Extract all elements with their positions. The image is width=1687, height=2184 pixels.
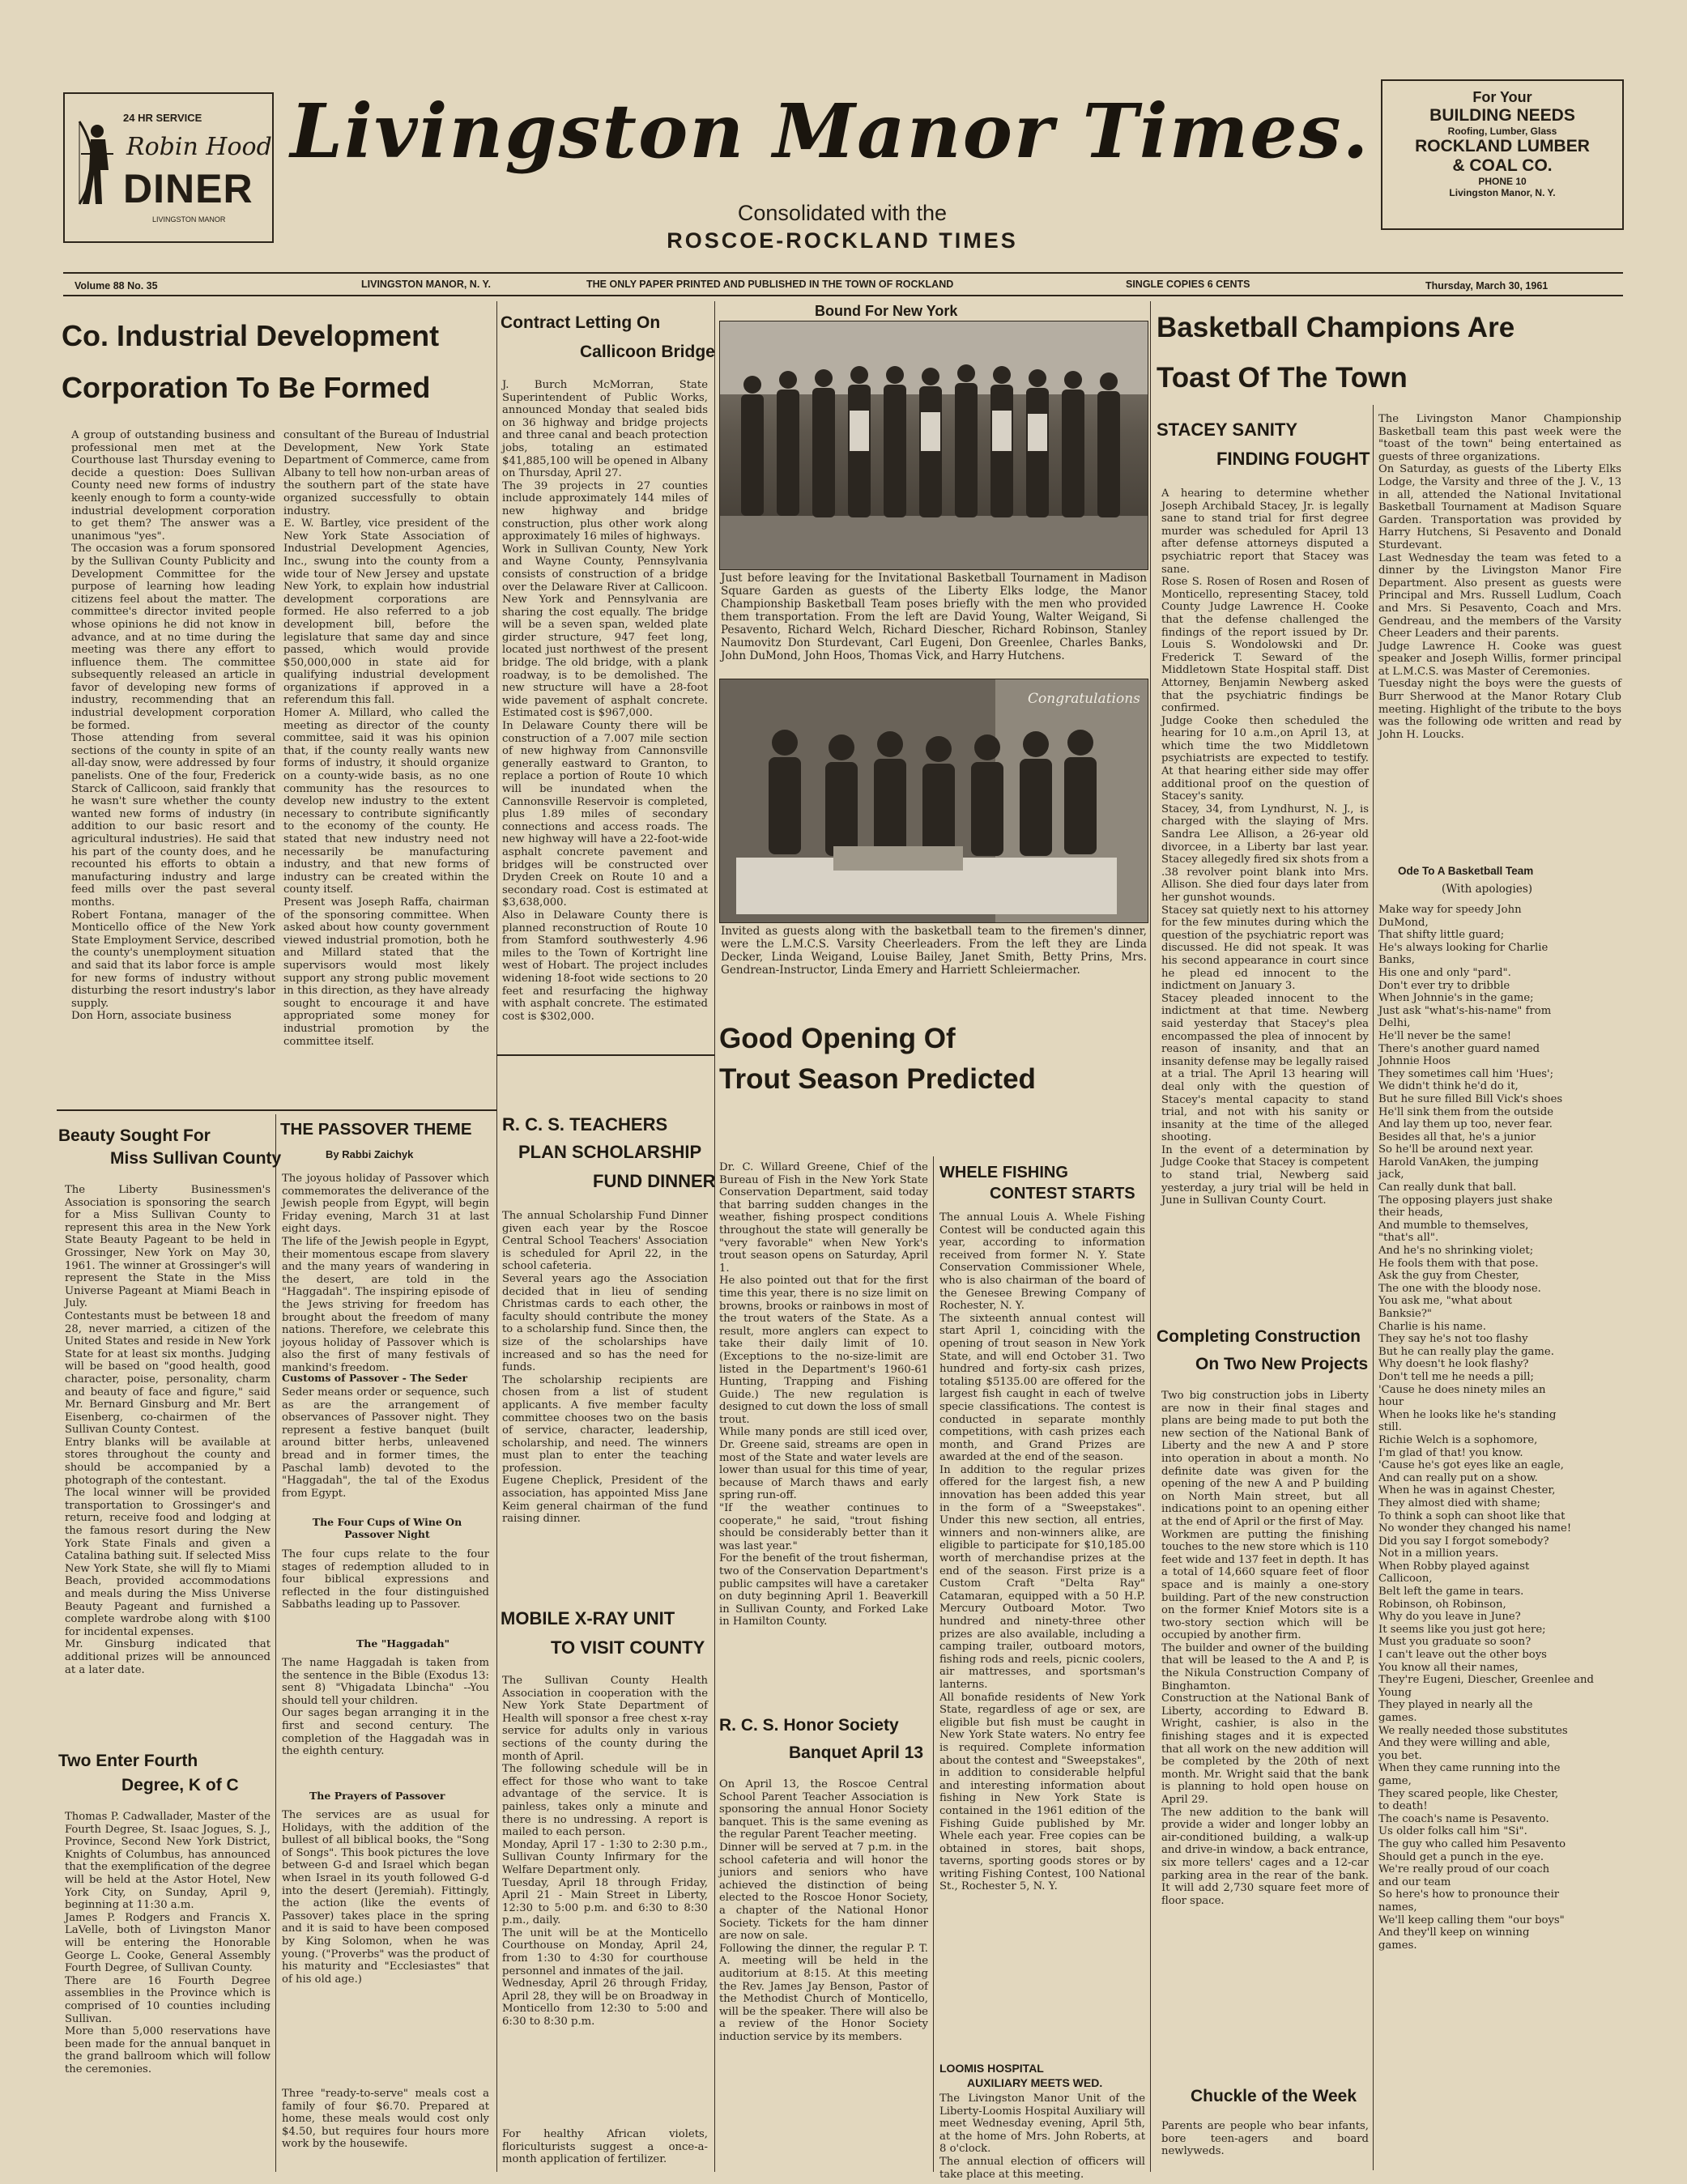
- whele-headline-2: CONTEST STARTS: [990, 1185, 1135, 1203]
- rule-lower-left: [57, 1109, 496, 1111]
- dateline-date: Thursday, March 30, 1961: [1425, 280, 1549, 292]
- rcs-teachers-body: The annual Scholarship Fund Dinner given each year by the Roscoe Central School Teachers' Association is scheduled for April 22, in the school cafeteria. Several years ago the Association decided that in lieu of sending Christmas cards to each other, the faculty should contribute the money to a scholarship fund. Since then, the size of the scholarships have increased and so has the need for funds. The scholarship recipients are chosen from a list of student applicants. A five member faculty committee chooses two on the basis of service, character, leadership, scholarship, and need. The winners must plan to enter the teaching profession. Eugene Cheplick, President of the association, has appointed Miss Jane Keim general chairman of the fund raising dinner.: [502, 1210, 708, 1526]
- passover-body-2: Seder means order or sequence, such as are the arrangement of observances of Passover night. They represent a festive banquet (built around bitter herbs, unleavened bread and in former times, the Paschal lamb) devoted to the "Haggadah", the tal of the Exodus from Egypt.: [282, 1386, 489, 1500]
- photo1-caption: Just before leaving for the Invitational Basketball Tournament in Madison Square Garden as guests of the Liberty Elks lodge, the Manor Championship Basketball Team poses briefly with the men who provided them transportation. From the left are David Young, Walter Weigand, Si Pesavento, Richard Welch, Richard Diescher, Richard Robinson, Stanley Naumovitz Don Sturdevant, Carl Eugeni, Don Greenlee, Charles Banks, John DuMond, John Hoos, Thomas Vick, and Harry Hutchens.: [721, 572, 1147, 662]
- beauty-headline-2: Miss Sullivan County: [110, 1149, 282, 1168]
- rcs-teachers-headline-1: R. C. S. TEACHERS: [502, 1114, 668, 1135]
- dateline-price: SINGLE COPIES 6 CENTS: [1126, 279, 1250, 290]
- trout-headline-1: Good Opening Of: [719, 1023, 956, 1054]
- dateline-rule-top: [63, 272, 1623, 274]
- column-rule-3: [1150, 301, 1151, 2172]
- ad-line-5: & COAL CO.: [1452, 156, 1553, 175]
- xray-headline-1: MOBILE X-RAY UNIT: [501, 1608, 675, 1628]
- masthead-title: Livingston Manor Times.: [290, 87, 1370, 175]
- passover-body-4: The name Haggadah is taken from the sentence in the Bible (Exodus 13: sent 8) "Vhigadata Lbincha" --You should tell your children. Our sages began arranging it in the first and second century. The completion of the Haggadah was in the eighth century.: [282, 1657, 489, 1758]
- ad-line-3: Roofing, Lumber, Glass: [1447, 126, 1557, 137]
- passover-sub-2: The Four Cups of Wine On Passover Night: [312, 1516, 462, 1540]
- loomis-body: The Livingston Manor Unit of the Liberty-Loomis Hospital Auxiliary will meet Wednesday evening, April 5th, at the home of Mrs. John Roberts, at 8 o'clock. The annual election of officers will take place at this meeting.: [939, 2092, 1145, 2181]
- ad-service-text: 24 HR SERVICE: [123, 112, 202, 124]
- kofc-headline-1: Two Enter Fourth: [58, 1752, 198, 1770]
- chuckle-headline: Chuckle of the Week: [1191, 2087, 1357, 2105]
- ad-line-4: ROCKLAND LUMBER: [1415, 137, 1590, 155]
- rockland-lumber-ad: [1381, 79, 1624, 230]
- cheerleaders-photo-figures: [720, 679, 1148, 922]
- kofc-body: Thomas P. Cadwallader, Master of the Fourth Degree, St. Isaac Jogues, S. J., Province, Second New York District, Knights of Columbus, has announced that the exemplification of the degree will be held at the Astor Hotel, New York City, on Sunday, April 9, beginning at 11:30 a.m. James P. Rodgers and Francis X. LaVelle, both of Livingston Manor will be entering the Honorable George L. Cooke, General Assembly Fourth Degree, of Sullivan County. There are 16 Fourth Degree assemblies in the Province which is comprised of 10 counties including Sullivan. More than 5,000 reservations have been made for the annual banquet in the grand ballroom which will follow the ceremonies.: [65, 1811, 271, 2075]
- ad-line-7: Livingston Manor, N. Y.: [1449, 187, 1556, 198]
- ad-robin-hood-text: Robin Hood: [126, 133, 272, 161]
- construction-headline-2: On Two New Projects: [1195, 1355, 1369, 1373]
- dateline-motto: THE ONLY PAPER PRINTED AND PUBLISHED IN THE TOWN OF ROCKLAND: [586, 279, 954, 290]
- rcs-teachers-headline-3: FUND DINNER: [593, 1171, 716, 1191]
- column-rule-1: [496, 301, 497, 2172]
- ode-subtitle: (With apologies): [1442, 883, 1533, 896]
- stacey-body: A hearing to determine whether Joseph Archibald Stacey, Jr. is legally sane to stand trial for first degree murder was scheduled for April 13 after defense attorneys disputed a psychiatric report that Stacey was sane. Rose S. Rosen of Rosen and Rosen of Monticello, representing Stacey, told County Judge Lawrence H. Cooke that the defense challenged the findings of the report issued by Dr. Louis S. Wondolowski and Dr. Frederick T. Seward of the Middletown State Hospital staff. Dist Attorney, Benjamin Newberg asked that the psychiatric findings be confirmed. Judge Cooke then scheduled the hearing for 10 a.m.,on April 13, at which time the two Middletown psychiatrists are expected to testify. At that hearing either side may offer additional proof on the question of Stacey's sanity. Stacey, 34, from Lyndhurst, N. J., is charged with the slaying of Mrs. Sandra Lee Allison, a 26-year old divorcee, in a Liberty bar last year. Stacey allegedly fired six shots from a .38 revolver point blank into Mrs. Allison. She died four days later from her gunshot wounds. Stacey sat quietly next to his attorney for the few minutes during which the question of the psychiatric report was discussed. He did not speak. It was his second appearance in court since he plead ed innocent to the indictment on January 3. Stacey pleaded innocent to the indictment at that time. Newberg said yesterday that Stacey's plea encompassed the plea of innocent by reason of insanity, and that an insanity defense may be legally raised at a trial. The April 13 hearing will deal only with the question of Stacey's mental capacity to stand trial, and not with his sanity or insanity at the time of the alleged shooting. In the event of a determination by Judge Cooke that Stacey is competent to stand trial, Newberg said yesterday, a jury trial will be held in June in Sullivan County Court.: [1161, 487, 1369, 1207]
- chuckle-body: Parents are people who bear infants, bore teen-agers and board newlyweds.: [1161, 2120, 1369, 2158]
- honor-body: On April 13, the Roscoe Central School Parent Teacher Association is sponsoring the annual Honor Society banquet. This is the same evening as the regular Parent Teacher meeting. Dinner will be served at 7 p.m. in the school cafeteria and will honor the juniors and seniors who have achieved the distinction of being elected to the Roscoe Honor Society, a chapter of the National Honor Society. Tickets for the ham dinner are now on sale. Following the dinner, the regular P. T. A. meeting will be held in the auditorium at 8:15. At this meeting the Rev. James Jay Benson, Pastor of the Methodist Church of Monticello, will be the speaker. There will also be a review of the Honor Society induction service by its members.: [719, 1778, 928, 2043]
- trout-headline-2: Trout Season Predicted: [719, 1063, 1036, 1095]
- roscoe-rockland-line: ROSCOE-ROCKLAND TIMES: [667, 228, 1018, 253]
- dateline-volume: Volume 88 No. 35: [75, 280, 158, 292]
- passover-footer-note: Three "ready-to-serve" meals cost a family of four $6.70. Prepared at home, these meals would cost only $4.50, but requires four hours more work by the housewife.: [282, 2088, 489, 2151]
- consolidated-line: Consolidated with the: [737, 201, 948, 225]
- dateline-town: LIVINGSTON MANOR, N. Y.: [361, 279, 491, 290]
- industrial-body-col1: A group of outstanding business and professional men met at the Courthouse last Thursday evening to decide a question: Does Sullivan County need new forms of industry keenly enough to form a county-wide industrial development corporation to get them? The answer was a unanimous "yes". The occasion was a forum sponsored by the Sullivan County Publicity and Development Committee for the purpose of learning how leading citizens feel about the matter. The committee's director invited people whose opinions he did not know in advance, and at no time during the meeting was there any effort to influence them. The committee subsequently released an article in favor of developing new forms of industry, recommending that an industrial development corporation be formed. Those attending from several sections of the county in spite of an all-day snow, were addressed by four panelists. One of the four, Frederick Starck of Callicoon, said frankly that he wasn't sure whether the county wanted new forms of industry (in addition to our basic resort and agricultural industries). He said that his part of the county does, and he recounted his efforts to obtain a manufacturing industry and large feed mills over the past several months. Robert Fontana, manager of the Monticello office of the New York State Employment Service, described the county's unemployment situation and said that its labor force is ample for new forms of industry without disturbing the resort industry's labor supply. Don Horn, associate business: [71, 429, 275, 1023]
- column-rule-2: [714, 301, 715, 2172]
- beauty-body: The Liberty Businessmen's Association is sponsoring the search for a Miss Sullivan County to represent this area in the New York State Beauty Pageant to be held in Grossinger, New York on May 30, 1961. The winner at Grossinger's will represent the State in the Miss Universe Pageant at Miami Beach in July. Contestants must be between 18 and 28, never married, a citizen of the United States and reside in New York State for at least six months. Judging will be based on "good health, good character, poise, personality, charm and beauty of face and figure," said Mr. Bernard Ginsburg and Mr. Bert Eisenberg, co-chairmen of the Sullivan County Contest. Entry blanks will be available at stores throughout the county and should be accompanied by a photograph of the contestant. The local winner will be provided transportation to Grossinger's and return, receive food and lodging at the famous resort during the New York State Finals and given a Catalina bathing suit. If selected Miss New York State, she will fly to Miami Beach, provided accommodations and meals during the Miss Universe Beauty Pageant and furnished a complete wardrobe along with $100 for incidental expenses. Mr. Ginsburg indicated that additional prizes will be announced at a later date.: [65, 1184, 271, 1676]
- dateline-rule-bottom: [63, 295, 1623, 296]
- stacey-headline-1: STACEY SANITY: [1157, 419, 1297, 440]
- industrial-body-col2: consultant of the Bureau of Industrial Development, New York State Department of Commerce, came from Albany to tell how non-urban areas of the southern part of the state have organized successfully to obtain industry. E. W. Bartley, vice president of the New York State Association of Industrial Development Agencies, Inc., swung into the county from a wide tour of New Jersey and upstate New York, to explain how industrial development corporations are formed. He also referred to a job development bill, before the legislature that same day and since passed, which would provide $50,000,000 in state aid for qualifying industrial development organizations if approved in a referendum this fall. Homer A. Millard, who called the meeting as director of the county committee, said it was his opinion that, if the county really wants new forms of industry, it should organize on a county-wide basis, as no one community has the resources to develop new industry to the extent necessary to contribute significantly to the economy of the county. He stated that new industry need not necessarily be manufacturing industry, and that new forms of industry can be created within the county itself. Present was Joseph Raffa, chairman of the sponsoring committee. When asked about how county government viewed industrial promotion, both he and Millard stated that the supervisors would most likely support any strong public movement in this direction, as they have already sought to encourage it and have appropriated some money for industrial promotion by the committee itself.: [283, 429, 489, 1048]
- passover-byline: By Rabbi Zaichyk: [326, 1148, 414, 1160]
- xray-footer-note: For healthy African violets, floriculturists suggest a once-a-month application of fertilizer.: [502, 2128, 708, 2166]
- ad-line-2: BUILDING NEEDS: [1429, 106, 1575, 125]
- basketball-headline-1: Basketball Champions Are: [1157, 312, 1515, 343]
- column-rule-4: [1373, 405, 1374, 2170]
- column-rule-passover: [275, 1114, 276, 2172]
- construction-body: Two big construction jobs in Liberty are now in their final stages and plans are being made to put both the new section of the National Bank of Liberty and the new A and P store into operation in about a month. No definite date was given for the opening of the new A and P building on North Main street, but all indications point to an opening either at the end of April or the first of May. Workmen are putting the finishing touches to the new store which is 110 feet wide and 137 feet in depth. It has a total of 14,660 square feet of floor space and is mainly a one-story building. Part of the new construction on the former Knief Motors site is a two-story section which will be occupied by another firm. The builder and owner of the building that will be leased to the A and P, is the Nikula Construction Company of Binghamton. Construction at the National Bank of Liberty, according to Edward B. Wright, cashier, is also in the finishing stages and it is expected that all work on the new addition will be completed by the 20th of next month. Mr. Wright said that the bank is planning to hold open house on April 29. The new addition to the bank will provide a wider and longer lobby an air-conditioned building, a walk-up and drive-in window, a back entrance, six more tellers' cages and a 12-car parking area in the rear of the bank. It will add 2,730 square feet more of floor space.: [1161, 1390, 1369, 1907]
- honor-headline-2: Banquet April 13: [789, 1743, 924, 1762]
- ode-title: Ode To A Basketball Team: [1398, 865, 1534, 877]
- passover-headline: THE PASSOVER THEME: [280, 1120, 472, 1139]
- team-photo-figures: [720, 321, 1148, 569]
- cheerleaders-photo: [719, 679, 1148, 923]
- robin-hood-archer-icon: [73, 113, 118, 211]
- rcs-teachers-headline-2: PLAN SCHOLARSHIP: [518, 1142, 702, 1162]
- photo2-caption: Invited as guests along with the basketball team to the firemen's dinner, were the L.M.C.S. Varsity Cheerleaders. From the left they are Linda Decker, Linda Weigand, Louise Bailey, Janet Smith, Betty Prins, Mrs. Gendrean-Instructor, Linda Emery and Harriett Schleiermacher.: [721, 925, 1147, 977]
- passover-body-1: The joyous holiday of Passover which commemorates the deliverance of the Jewish people from Egypt, will begin Friday evening, March 31 at last eight days. The life of the Jewish people in Egypt, their momentous escape from slavery and the many years of wandering in the desert, are told in the "Haggadah". The inspiring episode of the Jews striving for freedom has brought about the freedom of many nations. Therefore, we celebrate this joyous holiday of Passover which is also the first of many festivals of mankind's freedom.: [282, 1173, 489, 1374]
- xray-body: The Sullivan County Health Association in cooperation with the New York State Department of Health will sponsor a free chest x-ray service for adults only in various sections of the county during the month of April. The following schedule will be in effect for those who want to take advantage of the service. It is painless, takes only a minute and there is no undressing. A report is mailed to each person. Monday, April 17 - 1:30 to 2:30 p.m., Sullivan County Infirmary for the Welfare Department only. Tuesday, April 18 through Friday, April 21 - Main Street in Liberty, 12:30 to 5:00 p.m. and 6:30 to 8:30 p.m., daily. The unit will be at the Monticello Courthouse on Monday, April 24, from 1:30 to 4:30 for courthouse personnel and inmates of the jail. Wednesday, April 26 through Friday, April 28, they will be on Broadway in Monticello from 12:30 to 5:00 and 6:30 to 8:30 p.m.: [502, 1675, 708, 2029]
- contract-headline-1: Contract Letting On: [501, 313, 661, 332]
- basketball-headline-2: Toast Of The Town: [1157, 362, 1408, 394]
- passover-sub-3: The "Haggadah": [356, 1637, 450, 1650]
- passover-body-3: The four cups relate to the four stages of redemption alluded to in four biblical expressions and reflected in the four distinguished Sabbaths leading up to Passover.: [282, 1548, 489, 1611]
- industrial-headline-2: Corporation To Be Formed: [62, 371, 431, 404]
- ad-line-1: For Your: [1472, 89, 1532, 105]
- ad-diner-text: DINER: [123, 166, 253, 211]
- kofc-headline-2: Degree, K of C: [121, 1776, 239, 1794]
- passover-body-5: The services are as usual for Holidays, with the addition of the bullest of all biblical books, the "Song of Songs". This book pictures the love between G-d and Israel which began when Israel in its youth followed G-d into the desert (Jeremiah). Fittingly, the action (like the events of Passover) takes place in the spring and it is said to have been composed by King Solomon, when he was young. ("Proverbs" was the product of his maturity and "Ecclesiastes" that of his old age.): [282, 1809, 489, 1986]
- basketball-body: The Livingston Manor Championship Basketball team this past week were the "toast of the town" being entertained as guests of three organizations. On Saturday, as guests of the Liberty Elks Lodge, the Varsity and three of the J. V., 13 in all, attended the National Invitational Basketball Tournament at Madison Square Garden. Transportation was provided by Harry Hutchens, Si Pesavento and Donald Sturdevant. Last Wednesday the team was feted to a dinner by the Livingston Manor Fire Department. Also present as guests were Principal and Mrs. Russell Ludlum, Coach and Mrs. Si Pesavento, Coach and Mrs. Gendreau, and the members of the Varsity Cheer Leaders and their parents. Judge Lawrence H. Cooke was guest speaker and Joseph Willis, former principal at L.M.C.S. was Master of Ceremonies. Tuesday night the boys were the guests of Burr Sherwood at the Manor Rotary Club meeting. Highlight of the tribute to the boys was the following ode written and read by John H. Loucks.: [1378, 413, 1621, 741]
- passover-sub-4: The Prayers of Passover: [309, 1790, 445, 1802]
- ad-line-6: PHONE 10: [1478, 176, 1527, 187]
- honor-headline-1: R. C. S. Honor Society: [719, 1716, 899, 1735]
- xray-headline-2: TO VISIT COUNTY: [551, 1637, 705, 1658]
- construction-headline-1: Completing Construction: [1157, 1327, 1361, 1346]
- photo1-title: Bound For New York: [815, 303, 958, 319]
- photo2-banner: Congratulations: [1028, 691, 1140, 707]
- passover-sub-1: Customs of Passover - The Seder: [282, 1372, 468, 1384]
- stacey-headline-2: FINDING FOUGHT: [1216, 449, 1370, 469]
- ad-place-text: LIVINGSTON MANOR: [152, 215, 226, 224]
- whele-headline-1: WHELE FISHING: [939, 1164, 1068, 1181]
- column-rule-trout: [933, 1156, 934, 2172]
- trout-body: Dr. C. Willard Greene, Chief of the Bureau of Fish in the New York State Conservation Department, said today that barring sudden changes in the weather, fishing prospect conditions throughout the state will generally be "very favorable" when New York's trout season opens on Saturday, April 1. He also pointed out that for the first time this year, there is no size limit on browns, brooks or rainbows in most of the trout waters of the State. As a result, more anglers can expect to take their daily limit of 10. (Exceptions to the no-size-limit are listed in the Department's 1960-61 Hunting, Trapping and Fishing Guide.) The new regulation is designed to cut down the loss of small trout. While many ponds are still iced over, Dr. Greene said, streams are open in most of the State and water levels are lower than usual for this time of year, because of March thaws and early spring run-off. "If the weather continues to cooperate," he said, "trout fishing should be considerably better than it was last year." For the benefit of the trout fisherman, two of the Conservation Department's public campsites will have a caretaker on duty beginning April 1. Beaverkill in Sullivan County, and Forked Lake in Hamilton County.: [719, 1161, 928, 1628]
- team-photo: [719, 321, 1148, 570]
- loomis-headline-1: LOOMIS HOSPITAL: [939, 2062, 1044, 2075]
- contract-body: J. Burch McMorran, State Superintendent of Public Works, announced Monday that sealed bids on 36 highway and bridge projects and three canal and beach protection jobs, totaling an estimated $41,885,100 will be opened in Albany on Thursday, April 27. The 39 projects in 27 counties include approximately 144 miles of new highway and bridge construction, plus other work along approximately 16 miles of highways. Work in Sullivan County, New York and Wayne County, Pennsylvania consists of construction of a bridge over the Delaware River at Callicoon. New York and Pennsylvania are sharing the cost equally. The bridge will be a seven span, welded plate girder structure, 947 feet long, located just northwest of the present bridge. The old bridge, with a plank roadway, is to be demolished. The new structure will have a 28-foot wide pavement of asphalt concrete. Estimated cost is $967,000. In Delaware County there will be construction of a 7.007 mile section of new highway from Cannonsville generally eastward to Granton, to replace a portion of Route 10 which will be inundated when the Cannonsville Reservoir is completed, plus 1.89 miles of secondary connections and access roads. The new highway will have a 22-foot-wide asphalt concrete pavement and bridges will be constructed over Dryden Creek on Route 10 and a secondary road. Cost is estimated at $3,638,000. Also in Delaware County there is planned reconstruction of Route 10 from Stamford southwesterly 4.96 miles to the Town of Kortright line west of Hobart. The project includes widening 18-foot wide sections to 20 feet and resurfacing the highway with asphalt concrete. The estimated cost is $302,000.: [502, 379, 708, 1023]
- beauty-headline-1: Beauty Sought For: [58, 1126, 211, 1145]
- whele-body: The annual Louis A. Whele Fishing Contest will be conducted again this year, according to information received from former N. Y. State Conservation Commissioner Whele, who is also chairman of the board of the Genesee Brewing Company of Rochester, N. Y. The sixteenth annual contest will start April 1, coinciding with the opening of trout season in New York State, and will end October 31. Two hundred and forty-six cash prizes, totaling $5135.00 are offered for the largest fish caught in each of twelve specie classifications. The contest is conducted in separate monthly competitions, with cash prizes each month, and Grand Prizes are awarded at the end of the season. In addition to the regular prizes offered for the largest fish, a new innovation has been added this year in the form of a "Sweepstakes". Under this new section, all entries, winners and non-winners alike, are eligible to participate for $10,185.00 worth of merchandise prizes at the end of the season. First prize is a Custom Craft "Delta Ray" Catamaran, equipped with a 50 H.P. Mercury Outboard Motor. Two hundred and ninety-three other prizes are also available, including a camping trailer, outboard motors, fishing rods and reels, picnic coolers, air mattresses, and sportsman's lanterns. All bonafide residents of New York State, regardless of age or sex, are eligible but fish must be caught in New York State waters. No entry fee is required. Complete information about the contest and "Sweepstakes", in addition to considerable helpful and interesting information about fishing in New York State is contained in the 1961 edition of the Fishing Guide published by Mr. Whele each year. Free copies can be obtained in stores, bait shops, taverns, sporting goods stores or by writing Fishing Contest, 100 National St., Rochester 5, N. Y.: [939, 1211, 1145, 1893]
- industrial-headline-1: Co. Industrial Development: [62, 319, 440, 352]
- rule-lower-mid: [497, 1054, 714, 1056]
- loomis-headline-2: AUXILIARY MEETS WED.: [967, 2076, 1103, 2089]
- robin-hood-diner-ad: [63, 92, 274, 243]
- ode-text: Make way for speedy John DuMond, That shifty little guard; He's always looking for Charlie Banks, His one and only "pard". Don't ever try to dribble When Johnnie's in the game; Just ask "what's-his-name" from Delhi, He'll never be the same! There's another guard named Johnnie Hoos They sometimes call him 'Hues'; We didn't think he'd do it, But he sure filled Bill Vick's shoes He'll sink them from the outside And lay them up too, never fear. Besides all that, he's a junior So he'll be around next year. Harold VanAken, the jumping jack, Can really dunk that ball. The opposing players just shake their heads, And mumble to themselves, "that's all". And he's no shrinking violet; He fools them with that pose. Ask the guy from Chester, The one with the bloody nose. You ask me, "what about Banksie?" Charlie is his name. They say he's not too flashy But he can really play the game. Why doesn't he look flashy? Don't tell me he needs a pill; 'Cause he does ninety miles an hour When he looks like he's standing still. Richie Welch is a sophomore, I'm glad of that! you know. 'Cause he's got eyes like an eagle, And can really put on a show. When he was in against Chester, They almost died with shame; To think a soph can shoot like that No wonder they changed his name! Did you say I forgot somebody? Not in a million years. When Robby played against Callicoon, Belt left the game in tears. Robinson, oh Robinson, Why do you leave in June? It seems like you just got here; Must you graduate so soon? I can't leave out the other boys You know all their names, They're Eugeni, Diescher, Greenlee and Young They played in nearly all the games. We really needed those substitutes And they were willing and able, you bet. When they came running into the game, They scared people, like Chester, to death! The coach's name is Pesavento. Us older folks call him "Si". The guy who called him Pesavento Should get a punch in the eye. We're really proud of our coach and our team So here's how to pronounce their names, We'll keep calling them "our boys" And they'll keep on winning games.: [1378, 904, 1594, 1952]
- contract-headline-2: Callicoon Bridge: [580, 343, 715, 361]
